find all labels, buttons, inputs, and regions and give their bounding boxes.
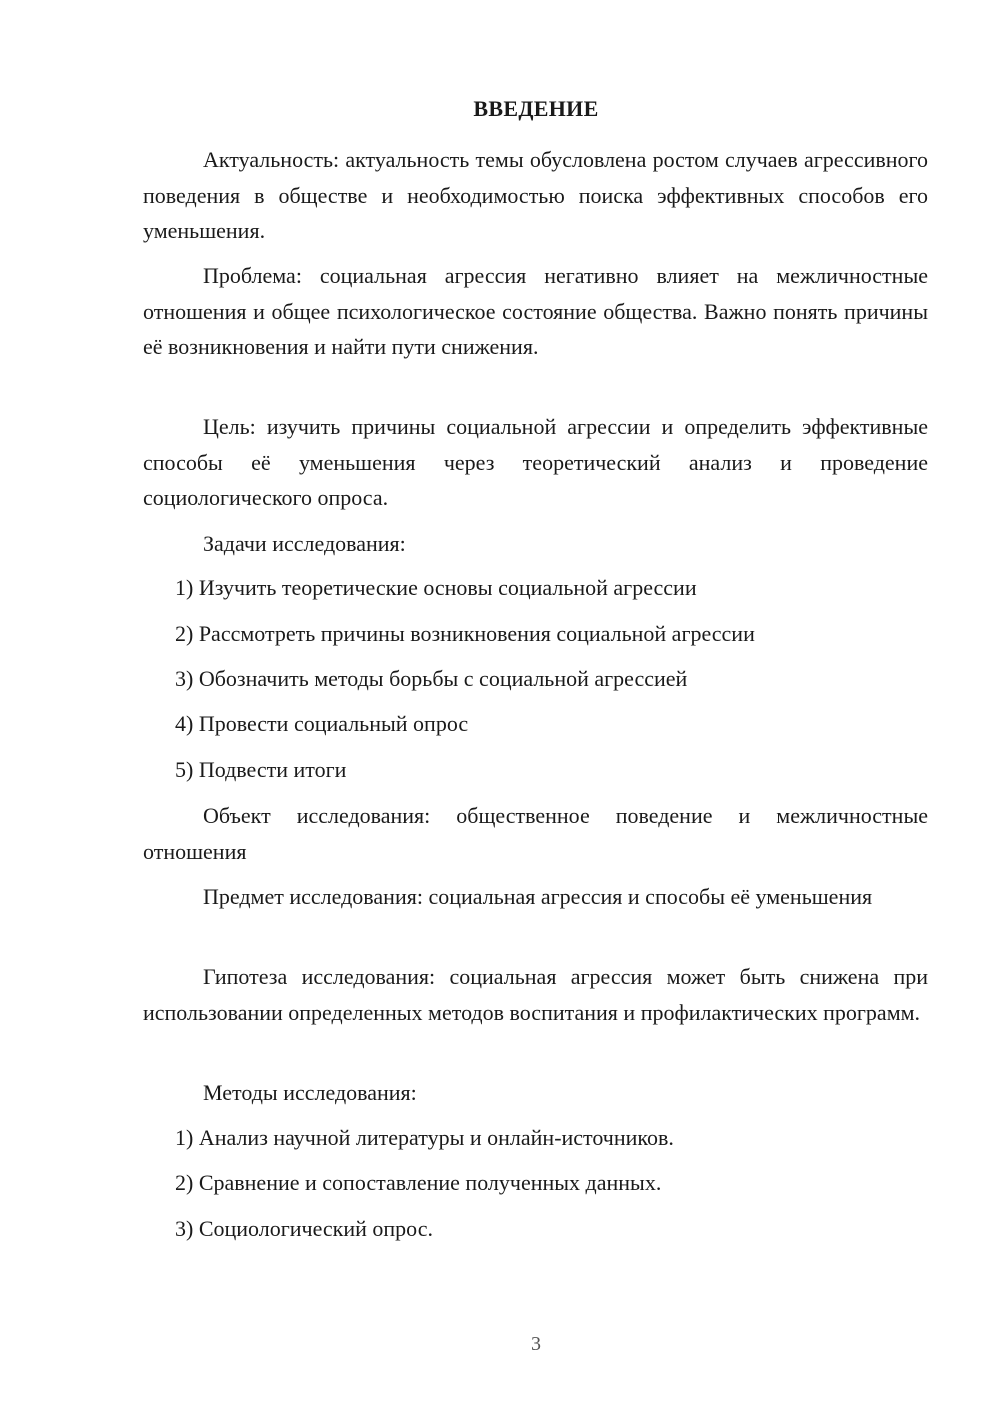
task-item: 3) Обозначить методы борьбы с социальной агрессией	[175, 666, 688, 691]
task-item: 5) Подвести итоги	[175, 757, 347, 782]
hypothesis-paragraph: Гипотеза исследования: социальная агрессия может быть снижена при использовании определенных методов воспитания и профилактических программ.	[143, 964, 928, 1025]
task-item: 1) Изучить теоретические основы социальной агрессии	[175, 575, 697, 600]
problem-paragraph: Проблема: социальная агрессия негативно влияет на межличностные отношения и общее психологическое состояние общества. Важно понять причины её возникновения и найти пути снижения.	[143, 263, 928, 359]
task-item: 4) Провести социальный опрос	[175, 711, 469, 736]
goal-paragraph: Цель: изучить причины социальной агрессии и определить эффективные способы её уменьшения через теоретический анализ и проведение социологического опроса.	[143, 414, 928, 510]
task-item: 2) Рассмотреть причины возникновения социальной агрессии	[175, 621, 755, 646]
subject-paragraph: Предмет исследования: социальная агрессия и способы её уменьшения	[203, 884, 873, 909]
methods-heading: Методы исследования:	[203, 1080, 417, 1105]
object-paragraph: Объект исследования: общественное поведение и межличностные отношения	[143, 803, 928, 864]
tasks-heading: Задачи исследования:	[203, 531, 406, 556]
method-item: 3) Социологический опрос.	[175, 1216, 433, 1241]
relevance-paragraph: Актуальность: актуальность темы обусловлена ростом случаев агрессивного поведения в обществе и необходимостью поиска эффективных способов его уменьшения.	[143, 147, 928, 243]
method-item: 1) Анализ научной литературы и онлайн-источников.	[175, 1125, 674, 1150]
document-title: ВВЕДЕНИЕ	[473, 96, 599, 121]
page-number: 3	[531, 1333, 541, 1355]
method-item: 2) Сравнение и сопоставление полученных данных.	[175, 1170, 662, 1195]
